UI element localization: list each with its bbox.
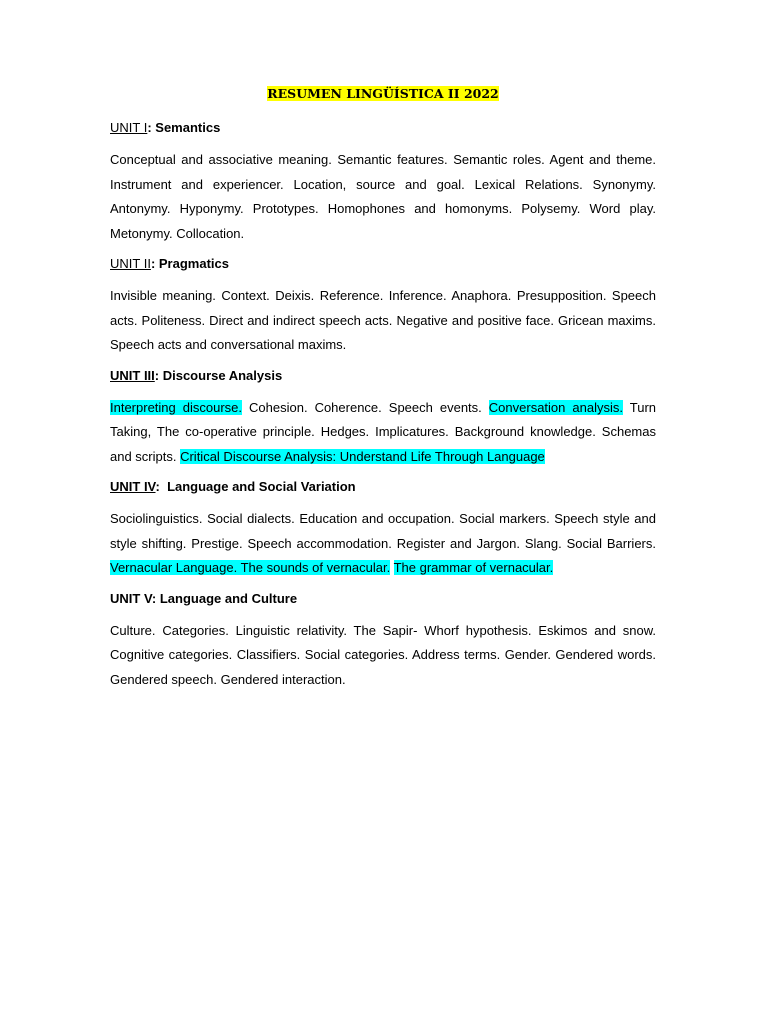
topic-text: Sociolinguistics. Social dialects. Education and occupation. Social markers. Speech style and style shifting. Prestige. Speech accommodation. Register and Jargon. Slang. Social Barriers. <box>110 511 656 551</box>
highlighted-topic: Interpreting discourse. <box>110 399 243 415</box>
unit-heading <box>110 366 656 386</box>
unit-topics <box>110 507 656 581</box>
unit-heading <box>110 589 656 609</box>
unit-title: : Discourse Analysis <box>154 367 283 383</box>
unit-topics <box>110 284 656 358</box>
highlighted-topic: Critical Discourse Analysis: Understand Life Through Language <box>180 448 545 464</box>
unit-number: UNIT I <box>110 120 148 135</box>
unit-heading <box>110 254 656 274</box>
unit-topics <box>110 619 656 693</box>
document-page <box>110 84 656 700</box>
document-title <box>110 84 656 104</box>
unit-title: : Pragmatics <box>150 256 229 271</box>
unit-section <box>110 366 656 470</box>
unit-number: UNIT II <box>110 256 151 271</box>
topic-text: Culture. Categories. Linguistic relativity. The Sapir- Whorf hypothesis. Eskimos and snow. Cognitive categories. Classifiers. Social categories. Address terms. Gender. Gendered words. Gendered speech. Gendered interaction. <box>110 622 656 687</box>
unit-topics <box>110 148 656 246</box>
unit-section <box>110 118 656 246</box>
highlighted-topic: Vernacular Language. The sounds of vernacular. <box>110 560 391 575</box>
unit-heading <box>110 118 656 138</box>
unit-topics <box>110 396 656 470</box>
highlighted-topic: Conversation analysis. <box>488 399 623 415</box>
unit-number: UNIT V <box>110 590 152 606</box>
unit-section <box>110 254 656 358</box>
topic-text: Conceptual and associative meaning. Semantic features. Semantic roles. Agent and theme. Instrument and experiencer. Location, source and goal. Lexical Relations. Synonymy. Antonymy. Hyponymy. Prototypes. Homophones and homonyms. Polysemy. Word play. Metonymy. Collocation. <box>110 152 656 241</box>
unit-number: UNIT III <box>110 367 155 383</box>
document-title-text: RESUMEN LINGÜÍSTICA II 2022 <box>267 86 499 101</box>
topic-text: Cohesion. Coherence. Speech events. <box>242 399 489 415</box>
unit-section <box>110 589 656 693</box>
highlighted-topic: The grammar of vernacular. <box>393 560 554 575</box>
unit-title: : Language and Social Variation <box>155 479 356 494</box>
topic-text: Turn Taking, The co-operative principle. Hedges. Implicatures. Background knowledge. Schemas and scripts. <box>110 399 657 464</box>
unit-title: : Semantics <box>147 120 221 135</box>
unit-heading <box>110 477 656 497</box>
unit-number: UNIT IV <box>110 479 156 494</box>
unit-section <box>110 477 656 581</box>
unit-title: : Language and Culture <box>151 590 298 606</box>
topic-text: Invisible meaning. Context. Deixis. Reference. Inference. Anaphora. Presupposition. Speech acts. Politeness. Direct and indirect speech acts. Negative and positive face. Gricean maxims. Speech acts and conversational maxims. <box>110 288 656 352</box>
